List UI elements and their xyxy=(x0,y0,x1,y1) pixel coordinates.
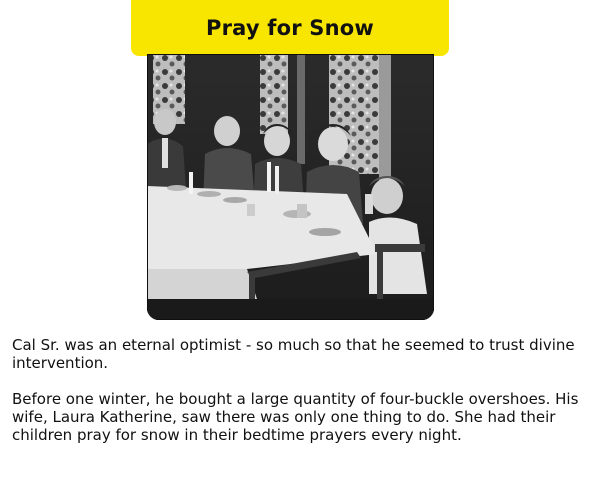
family-dinner-photo xyxy=(147,54,434,320)
story-paragraph-1: Cal Sr. was an eternal optimist - so much so that he seemed to trust divine intervention. xyxy=(12,336,575,372)
story-text xyxy=(12,336,590,462)
title-banner xyxy=(131,0,449,56)
story-paragraph-2: Before one winter, he bought a large quantity of four-buckle overshoes. His wife, Laura Katherine, saw there was only one thing to do. She had their children pray for snow in their bedtime prayers every night. xyxy=(12,390,579,444)
page-title: Pray for Snow xyxy=(205,16,374,40)
photo-image xyxy=(147,54,434,320)
